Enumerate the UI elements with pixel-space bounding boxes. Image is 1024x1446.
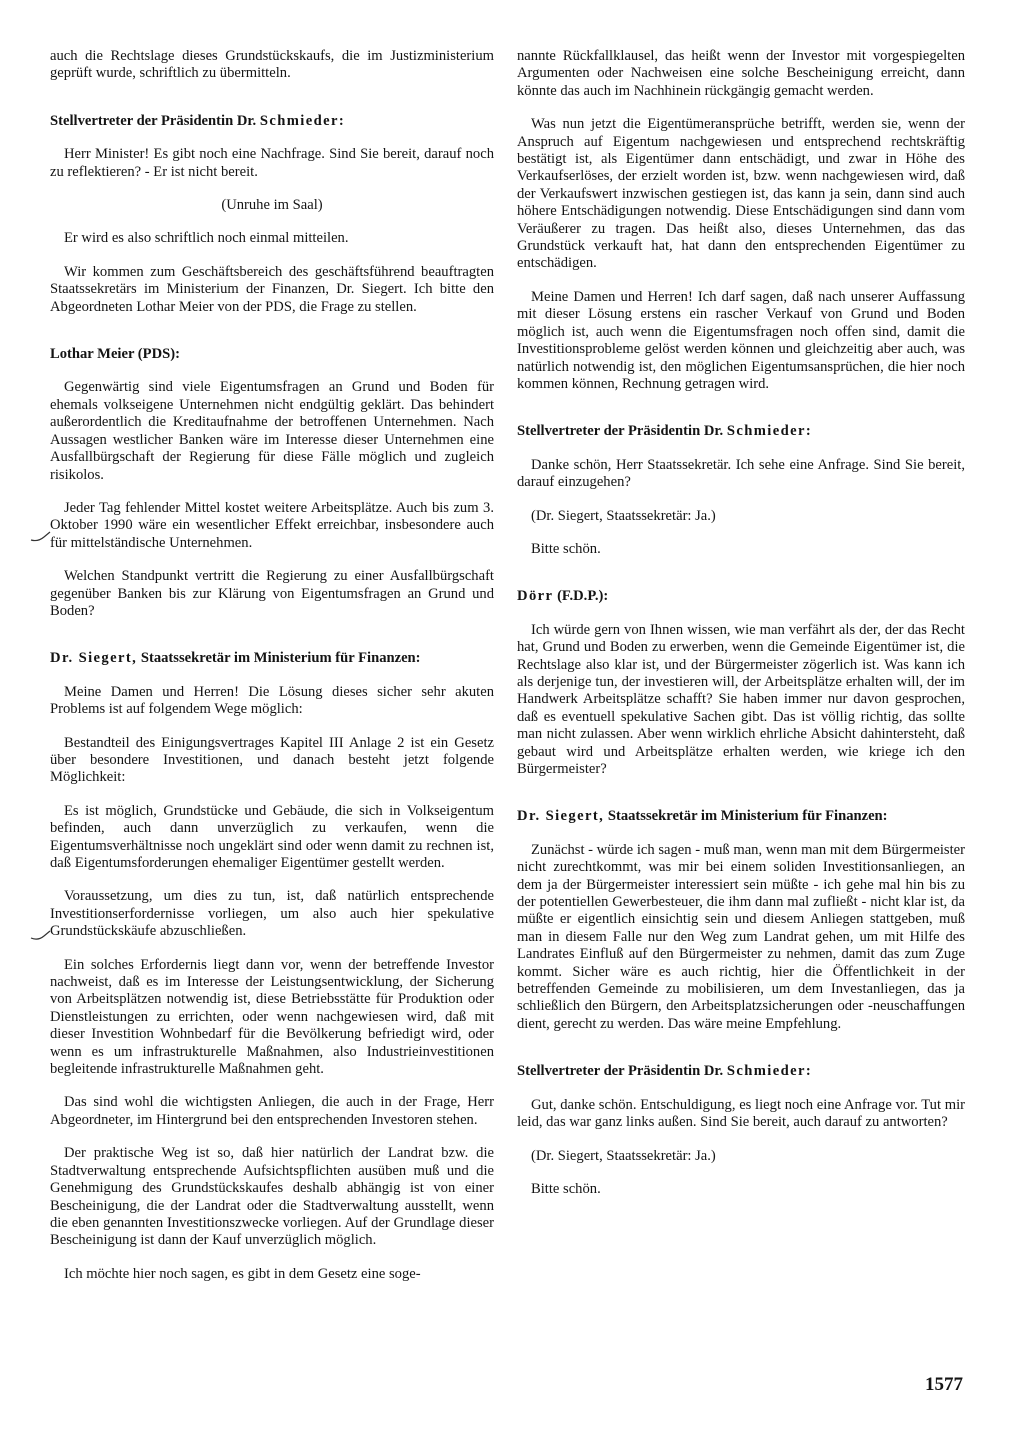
paragraph: Meine Damen und Herren! Ich darf sagen, daß nach unserer Auffassung mit dieser Lösung erstens ein rascher Verkauf von Grund und Boden möglich ist, auch wenn die Eigentumsfragen noch offen sind, damit die Investitionsprobleme gelöst werden können und gleichzeitig aber auch, was natürlich notwendig ist, den möglichen Eigentumsansprüchen, die hier noch kommen können, Rechnung getragen wird. [517, 288, 965, 392]
speaker-title: Stellvertreter der Präsidentin Dr. [517, 1063, 724, 1080]
paragraph: Es ist möglich, Grundstücke und Gebäude, die sich in Volkseigentum befinden, auch dann unverzüglich zu verkaufen, wenn die Eigentumsverhältnisse noch ungeklärt sind oder wenn damit zu rechnen ist, daß Eigentumsforderungen ehemaliger Eigentümer gestellt werden. [50, 802, 494, 871]
paragraph: Der praktische Weg ist so, daß hier natürlich der Landrat bzw. die Stadtverwaltung entsprechende Aufsichtspflichten ausüben muß und die Genehmigung des Grundstückskaufes deshalb abhängig ist von einer Bescheinigung, die der Landrat oder die Stadtverwaltung ausstellt, wenn die eben genannten Investitionszwecke vorliegen. Auf der Grundlage dieser Bescheinigung ist dann der Kauf unverzüglich möglich. [50, 1145, 494, 1249]
right-column [517, 48, 965, 1198]
paragraph: Herr Minister! Es gibt noch eine Nachfrage. Sind Sie bereit, darauf noch zu reflektieren? - Er ist nicht bereit. [50, 146, 494, 180]
paragraph: auch die Rechtslage dieses Grundstückskaufs, die im Justizministerium geprüft wurde, schriftlich zu übermitteln. [50, 48, 494, 82]
paragraph: Er wird es also schriftlich noch einmal mitteilen. [64, 230, 349, 247]
paragraph: Danke schön, Herr Staatssekretär. Ich sehe eine Anfrage. Sind Sie bereit, darauf einzugehen? [517, 456, 965, 491]
speaker-heading [517, 1063, 965, 1080]
paragraph: Was nun jetzt die Eigentümeransprüche betrifft, werden sie, wenn der Anspruch auf Eigentum nachgewiesen und entsprechend rechtskräftig bestätigt ist, als Eigentümer dann entschädigt, und zwar in Höhe des Verkaufserlöses, der erzielt worden ist, bzw. wenn nachgewiesen wird, daß der Verkaufswert inzwischen gestiegen ist, das kann ja sein, dann sind auch höhere Entschädigungen notwendig. Diese Entschädigungen sind dann vom Veräußerer zu tragen. Das heißt also, dieses Unternehmen, das das Grundstück verkauft hat, hat dann den entsprechenden Eigentümer zu entschädigen. [517, 116, 965, 272]
speaker-party: (F.D.P.): [557, 588, 609, 605]
left-column [50, 48, 494, 1283]
paragraph: Zunächst - würde ich sagen - muß man, wenn man mit dem Bürgermeister nicht zurechtkommt, was mir bei einem soliden Investitionsanliegen, an dem ja der Bürgermeister interessiert sein müßte - ich gehe mal hin bis zu der potentiellen Gewerbesteuer, die ihm dann mal zufließt - nicht klar ist, da müßte er eigentlich einsichtig sein und diesem Anliegen stattgeben, muß man in diesem Falle nur den Weg zum Landrat gehen, um mit Hilfe des Landrates Einfluß auf den Bürgermeister zu nehmen, damit das zum Zuge kommt. Sicher wäre es auch richtig, hier die Öffentlichkeit in der betreffenden Gemeinde zu mobilisieren, um dem Investanliegen, das ja schließlich den Bürgern, den Arbeitsplatzsicherungen oder -neuschaffungen dient, gerecht zu werden. Das wäre meine Empfehlung. [517, 841, 965, 1032]
paragraph: Gut, danke schön. Entschuldigung, es liegt noch eine Anfrage vor. Tut mir leid, das war ganz links außen. Sind Sie bereit, auch darauf zu antworten? [517, 1096, 965, 1131]
speaker-title: Staatssekretär im Ministerium für Finanzen: [607, 808, 888, 825]
paragraph: Welchen Standpunkt vertritt die Regierung zu einer Ausfallbürgschaft gegenüber Banken bis zur Klärung von Eigentumsfragen an Grund und Boden? [50, 568, 494, 619]
stage-direction: (Unruhe im Saal) [221, 197, 323, 214]
speaker-title: Stellvertreter der Präsidentin Dr. [517, 423, 724, 440]
paragraph: Bitte schön. [531, 1180, 601, 1197]
paragraph: nannte Rückfallklausel, das heißt wenn der Investor mit vorgespiegelten Argumenten oder Nachweisen eine solche Bescheinigung erreicht, dann könnte das auch im Nachhinein rückgängig gemacht werden. [517, 48, 965, 99]
speaker-name: Schmieder: [259, 112, 346, 129]
speaker-title: Staatssekretär im Ministerium für Finanzen: [140, 650, 421, 667]
speaker-name: Schmieder: [726, 1063, 813, 1080]
paragraph: Gegenwärtig sind viele Eigentumsfragen an Grund und Boden für ehemals volkseigene Unternehmen nicht endgültig geklärt. Das behindert außerordentlich die Kreditaufnahme der betroffenen Unternehmen. Nach Aussagen westlicher Banken wäre im Interesse dieser Unternehmen eine Ausfallbürgschaft der Regierung für diese Fälle möglich und zugleich risikolos. [50, 379, 494, 483]
speaker-title: Stellvertreter der Präsidentin Dr. [50, 112, 257, 129]
paragraph: Ich würde gern von Ihnen wissen, wie man verfährt als der, der das Recht hat, Grund und Boden zu erwerben, wenn die Gemeinde Eigentümer ist, die Rechtslage also klar ist, und der Bürgermeister zögerlich ist. Was kann ich als derjenige tun, der investieren will, der Arbeitsplätze erhalten will, der im Handwerk Arbeitsplätze schafft? Sie haben immer nur davon gesprochen, daß es eventuell spekulative Sachen gibt. Das ist völlig richtig, das sollte man nicht zulassen. Aber wenn wirklich ehrliche Absicht dahintersteht, daß gebaut wird und Arbeitsplätze erhalten werden, wie kriege ich den Bürgermeister? [517, 621, 965, 777]
speaker-heading [517, 808, 965, 825]
speaker-heading [50, 650, 494, 667]
speaker-heading [517, 588, 965, 605]
speaker-name: Schmieder: [726, 423, 813, 440]
paragraph: Bitte schön. [531, 540, 601, 557]
speaker-heading [517, 423, 965, 440]
margin-check-mark [30, 930, 52, 942]
speaker-heading: Lothar Meier (PDS): [50, 346, 180, 363]
paragraph: Ein solches Erfordernis liegt dann vor, wenn der betreffende Investor nachweist, daß es im Interesse der Leistungsentwicklung, der Sicherung von Arbeitsplätzen notwendig ist, diese Betriebsstätte für Produktion oder Dienstleistungen zu errichten, oder wenn nachgewiesen wird, daß mit dieser Investition Wohnbedarf für die Bevölkerung befriedigt wird, oder wenn es um infrastrukturelle Maßnahmen, also Industrieinvestitionen begleitende infrastrukturelle Maßnahmen geht. [50, 956, 494, 1078]
paragraph: Voraussetzung, um dies zu tun, ist, daß natürlich entsprechende Investitionserfordernisse vorliegen, um also auch hier spekulative Grundstückskäufe abzuschließen. [50, 888, 494, 940]
margin-check-mark [30, 531, 52, 543]
speaker-name: Dr. Siegert, [50, 650, 138, 667]
paragraph: Jeder Tag fehlender Mittel kostet weitere Arbeitsplätze. Auch bis zum 3. Oktober 1990 wäre ein wesentlicher Effekt erreichbar, insbesondere auch für mittelständische Unternehmen. [50, 499, 494, 551]
speaker-heading [50, 113, 494, 130]
paragraph: Wir kommen zum Geschäftsbereich des geschäftsführend beauftragten Staatssekretärs im Ministerium der Finanzen, Dr. Siegert. Ich bitte den Abgeordneten Lothar Meier von der PDS, die Frage zu stellen. [50, 263, 494, 315]
page-number: 1577 [925, 1374, 963, 1395]
paragraph: Meine Damen und Herren! Die Lösung dieses sicher sehr akuten Problems ist auf folgendem Wege möglich: [50, 683, 494, 718]
interjection: (Dr. Siegert, Staatssekretär: Ja.) [531, 507, 716, 524]
speaker-name: Dörr [517, 588, 554, 605]
paragraph: Bestandteil des Einigungsvertrages Kapitel III Anlage 2 ist ein Gesetz über besondere Investitionen, und danach besteht jetzt folgende Möglichkeit: [50, 734, 494, 786]
speaker-name: Dr. Siegert, [517, 808, 605, 825]
interjection: (Dr. Siegert, Staatssekretär: Ja.) [531, 1147, 716, 1164]
paragraph: Das sind wohl die wichtigsten Anliegen, die auch in der Frage, Herr Abgeordneter, im Hintergrund bei den entsprechenden Investoren stehen. [50, 1094, 494, 1128]
paragraph: Ich möchte hier noch sagen, es gibt in dem Gesetz eine soge- [64, 1265, 421, 1282]
